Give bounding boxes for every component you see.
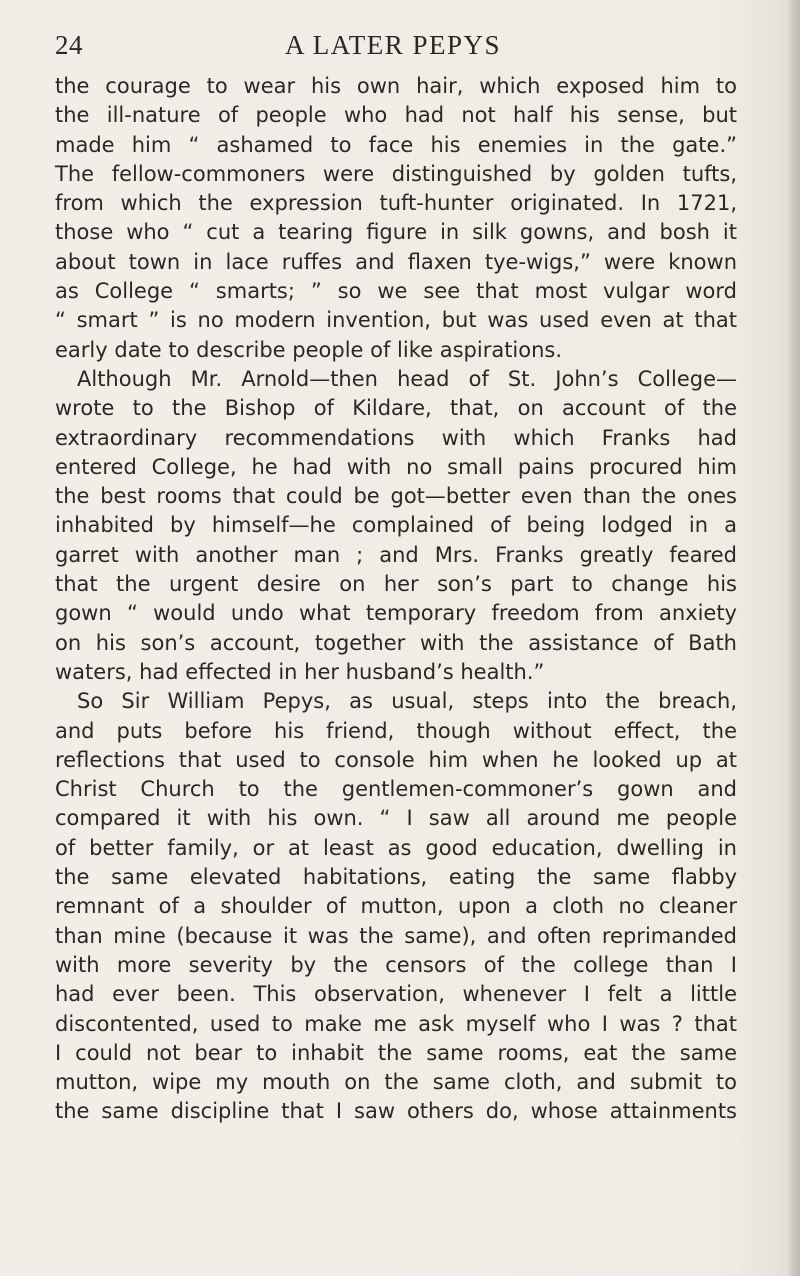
text-line: wrote to the Bishop of Kildare, that, on account of the [55,396,737,421]
text-line: with more severity by the censors of the college than I [55,952,737,977]
page-edge-shadow [786,0,800,1276]
text-line: garret with another man ; and Mrs. Franks greatly feared [55,542,737,567]
text-line: remnant of a shoulder of mutton, upon a cloth no cleaner [55,894,737,919]
text-line: the ill-nature of people who had not half his sense, but [55,103,737,128]
text-line: those who “ cut a tearing figure in silk gowns, and bosh it [55,220,737,245]
text-line: Although Mr. Arnold—then head of St. John’s College— [77,366,737,391]
text-line: I could not bear to inhabit the same rooms, eat the same [55,1040,737,1065]
text-line: entered College, he had with no small pains procured him [55,454,737,479]
text-line: the same discipline that I saw others do, whose attainments [55,1099,737,1124]
text-line: the best rooms that could be got—better even than the ones [55,484,737,509]
text-line: the same elevated habitations, eating the same flabby [55,865,737,890]
text-line: from which the expression tuft-hunter originated. In 1721, [55,191,737,216]
text-line: and puts before his friend, though without effect, the [55,718,737,743]
text-line: extraordinary recommendations with which Franks had [55,425,737,450]
text-line: that the urgent desire on her son’s part to change his [55,572,737,597]
text-line: The fellow-commoners were distinguished by golden tufts, [55,161,737,186]
text-line: discontented, used to make me ask myself who I was ? that [55,1011,737,1036]
text-line: of better family, or at least as good education, dwelling in [55,835,737,860]
page-number: 24 [55,30,83,60]
text-line: as College “ smarts; ” so we see that most vulgar word [55,279,737,304]
page-header [55,30,735,64]
text-line: on his son’s account, together with the assistance of Bath [55,630,737,655]
text-line: the courage to wear his own hair, which exposed him to [55,74,737,98]
text-line: Christ Church to the gentlemen-commoner’s gown and [55,777,737,802]
text-line: reflections that used to console him when he looked up at [55,747,737,772]
text-line: compared it with his own. “ I saw all around me people [55,806,737,831]
text-line: mutton, wipe my mouth on the same cloth, and submit to [55,1070,737,1095]
text-line: had ever been. This observation, whenever I felt a little [55,982,737,1007]
running-title: A LATER PEPYS [285,30,502,60]
text-line: gown “ would undo what temporary freedom from anxiety [55,601,737,626]
text-line: inhabited by himself—he complained of being lodged in a [55,513,737,538]
text-line: about town in lace ruffes and flaxen tye-wigs,” were known [55,249,737,274]
text-line: early date to describe people of like aspirations. [55,337,563,362]
text-line: than mine (because it was the same), and often reprimanded [55,923,737,948]
text-line: waters, had effected in her husband’s health.” [55,659,545,684]
text-line: made him “ ashamed to face his enemies in the gate.” [55,132,737,157]
body-text [55,72,737,1127]
text-line: “ smart ” is no modern invention, but was used even at that [55,308,737,333]
text-line: So Sir William Pepys, as usual, steps into the breach, [77,689,737,714]
